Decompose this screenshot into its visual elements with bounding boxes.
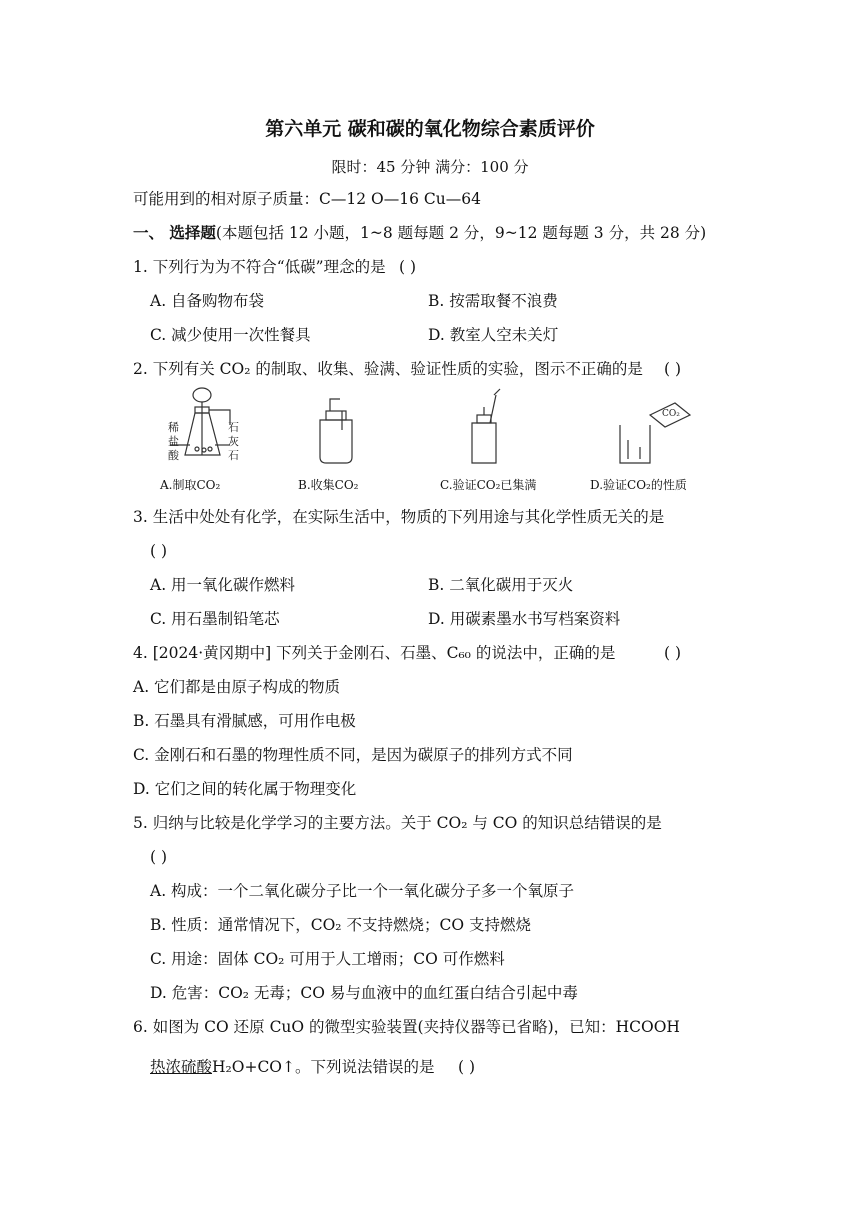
q5-option-c: C. 用途：固体 CO₂ 可用于人工增雨；CO 可作燃料: [150, 950, 505, 968]
q5-option-a: A. 构成：一个二氧化碳分子比一个一氧化碳分子多一个氧原子: [150, 882, 575, 900]
fig-d-co2-label: CO₂: [662, 409, 680, 419]
q3-option-c: C. 用石墨制铅笔芯: [150, 610, 280, 628]
collecting-bottle: [320, 399, 352, 463]
q1-option-a: A. 自备购物布袋: [150, 292, 265, 310]
q1-option-b: B. 按需取餐不浪费: [428, 292, 558, 310]
q6-stem: 6. 如图为 CO 还原 CuO 的微型实验装置(夹持仪器等已省略)，已知：HCOOH: [133, 1018, 680, 1036]
fig-a-label-left-3: 酸: [168, 449, 179, 462]
q6-reaction: [150, 1056, 435, 1078]
section-title: 一、 选择题: [133, 224, 216, 242]
q3-option-d: D. 用碳素墨水书写档案资料: [428, 610, 621, 628]
flask-apparatus: [170, 388, 230, 455]
q4-option-a: A. 它们都是由原子构成的物质: [133, 678, 341, 696]
q5-option-b: B. 性质：通常情况下，CO₂ 不支持燃烧；CO 支持燃烧: [150, 916, 531, 934]
fig-a-label-right-1: 石: [228, 421, 239, 434]
reaction-products: H₂O+CO↑。下列说法错误的是: [212, 1058, 435, 1076]
q4-option-d: D. 它们之间的转化属于物理变化: [133, 780, 357, 798]
atomic-masses: 可能用到的相对原子质量：C—12 O—16 Cu—64: [133, 190, 481, 208]
q6-answer-blank: ( ): [458, 1058, 476, 1076]
time-score-info: 限时：45 分钟 满分：100 分: [331, 158, 529, 176]
page-title: 第六单元 碳和碳的氧化物综合素质评价: [265, 118, 595, 140]
q5-stem: 5. 归纳与比较是化学学习的主要方法。关于 CO₂ 与 CO 的知识总结错误的是: [133, 814, 662, 832]
fig-a-label-right-2: 灰: [228, 435, 239, 448]
reaction-condition: 热浓硫酸: [150, 1058, 213, 1076]
q3-option-b: B. 二氧化碳用于灭火: [428, 576, 574, 594]
q3-stem: 3. 生活中处处有化学，在实际生活中，物质的下列用途与其化学性质无关的是: [133, 508, 665, 526]
q4-stem: 4. [2024·黄冈期中] 下列关于金刚石、石墨、C₆₀ 的说法中，正确的是: [133, 644, 616, 662]
q4-answer-blank: ( ): [664, 644, 682, 662]
q3-option-a: A. 用一氧化碳作燃料: [150, 576, 296, 594]
q1-option-c: C. 减少使用一次性餐具: [150, 326, 311, 344]
fig-a-label-left-2: 盐: [168, 435, 179, 448]
q5-answer-blank: ( ): [150, 848, 168, 866]
q2-stem: 2. 下列有关 CO₂ 的制取、收集、验满、验证性质的实验，图示不正确的是: [133, 360, 643, 378]
q3-answer-blank: ( ): [150, 542, 168, 560]
q1-stem: 1. 下列行为为不符合“低碳”理念的是: [133, 258, 386, 276]
fig-a-label-right-3: 石: [228, 449, 239, 462]
q1-option-d: D. 教室人空未关灯: [428, 326, 559, 344]
fig-b-caption: B.收集CO₂: [298, 478, 359, 492]
q4-option-b: B. 石墨具有滑腻感，可用作电极: [133, 712, 356, 730]
q1-answer-blank: ( ): [399, 258, 417, 276]
verification-bottle: [472, 389, 500, 463]
fig-a-label-left-1: 稀: [168, 421, 179, 434]
q5-option-d: D. 危害：CO₂ 无毒；CO 易与血液中的血红蛋白结合引起中毒: [150, 984, 578, 1002]
section-note: (本题包括 12 小题，1~8 题每题 2 分，9~12 题每题 3 分，共 28 分): [215, 224, 707, 242]
section-heading: [133, 222, 706, 244]
fig-c-caption: C.验证CO₂已集满: [440, 478, 537, 492]
q2-answer-blank: ( ): [664, 360, 682, 378]
fig-a-caption: A.制取CO₂: [160, 478, 221, 492]
q4-option-c: C. 金刚石和石墨的物理性质不同，是因为碳原子的排列方式不同: [133, 746, 573, 764]
fig-d-caption: D.验证CO₂的性质: [590, 478, 687, 492]
q2-figure: [150, 385, 730, 497]
